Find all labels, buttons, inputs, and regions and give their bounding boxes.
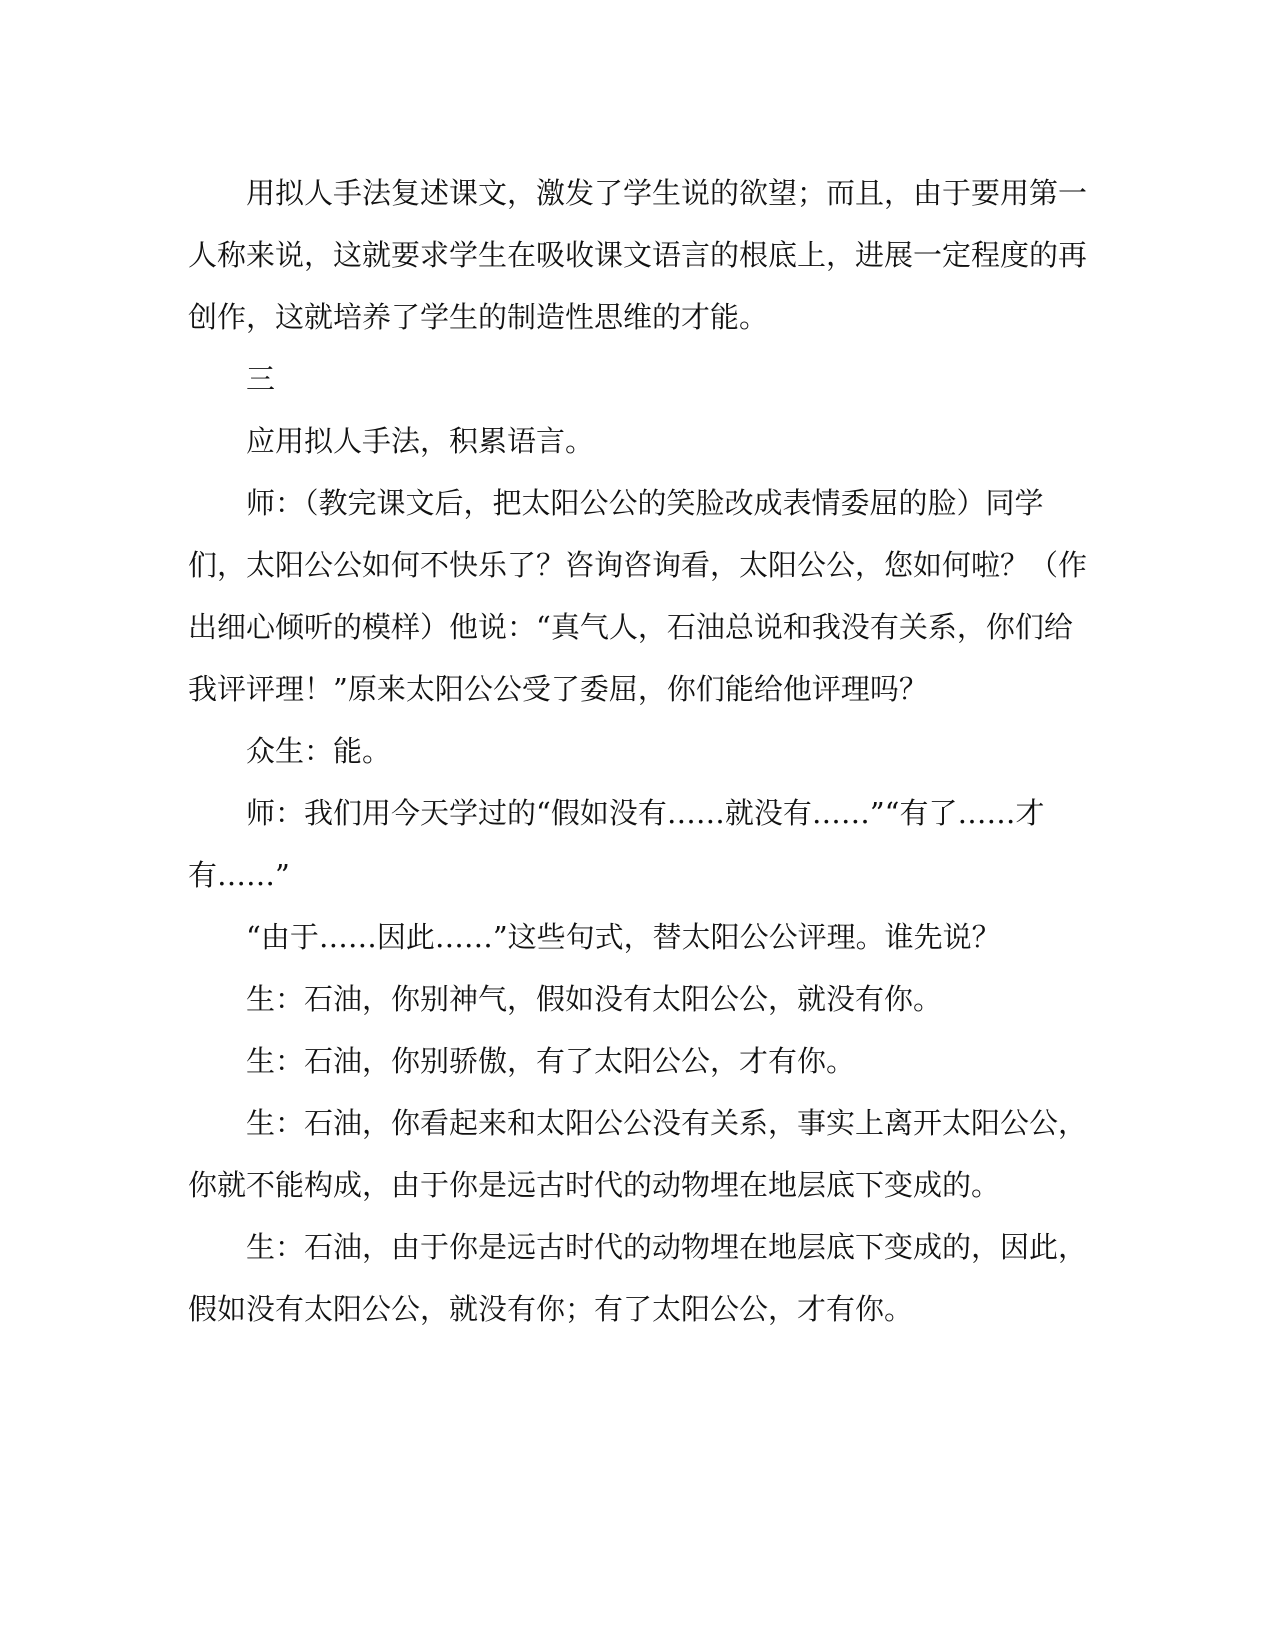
paragraph-student-3: 生：石油，你看起来和太阳公公没有关系，事实上离开太阳公公，你就不能构成，由于你是远古时代的动物埋在地层底下变成的。 <box>188 1106 1088 1202</box>
paragraph-teacher-intro: 师：（教完课文后，把太阳公公的笑脸改成表情委屈的脸）同学们，太阳公公如何不快乐了？咨询咨询看，太阳公公，您如何啦？（作出细心倾听的模样）他说：“真气人，石油总说和我没有关系，你们给我评评理！”原来太阳公公受了委屈，你们能给他评理吗？ <box>188 486 1088 706</box>
paragraph-student-4: 生：石油，由于你是远古时代的动物埋在地层底下变成的，因此，假如没有太阳公公，就没有你；有了太阳公公，才有你。 <box>188 1230 1088 1326</box>
section-heading: 应用拟人手法，积累语言。 <box>246 424 595 458</box>
paragraph-students-answer: 众生：能。 <box>246 734 392 768</box>
paragraph-retelling-summary: 用拟人手法复述课文，激发了学生说的欲望；而且，由于要用第一人称来说，这就要求学生在吸收课文语言的根底上，进展一定程度的再创作，这就培养了学生的制造性思维的才能。 <box>188 176 1088 334</box>
document-body <box>188 162 1088 1340</box>
paragraph-student-2: 生：石油，你别骄傲，有了太阳公公，才有你。 <box>246 1044 856 1078</box>
paragraph-student-1: 生：石油，你别神气，假如没有太阳公公，就没有你。 <box>246 982 943 1016</box>
section-number: 三 <box>246 362 276 396</box>
paragraph-teacher-patterns-cont: “由于……因此……”这些句式，替太阳公公评理。谁先说？ <box>246 920 1001 954</box>
paragraph-teacher-patterns: 师：我们用今天学过的“假如没有……就没有……”“有了……才有……” <box>188 796 1045 892</box>
